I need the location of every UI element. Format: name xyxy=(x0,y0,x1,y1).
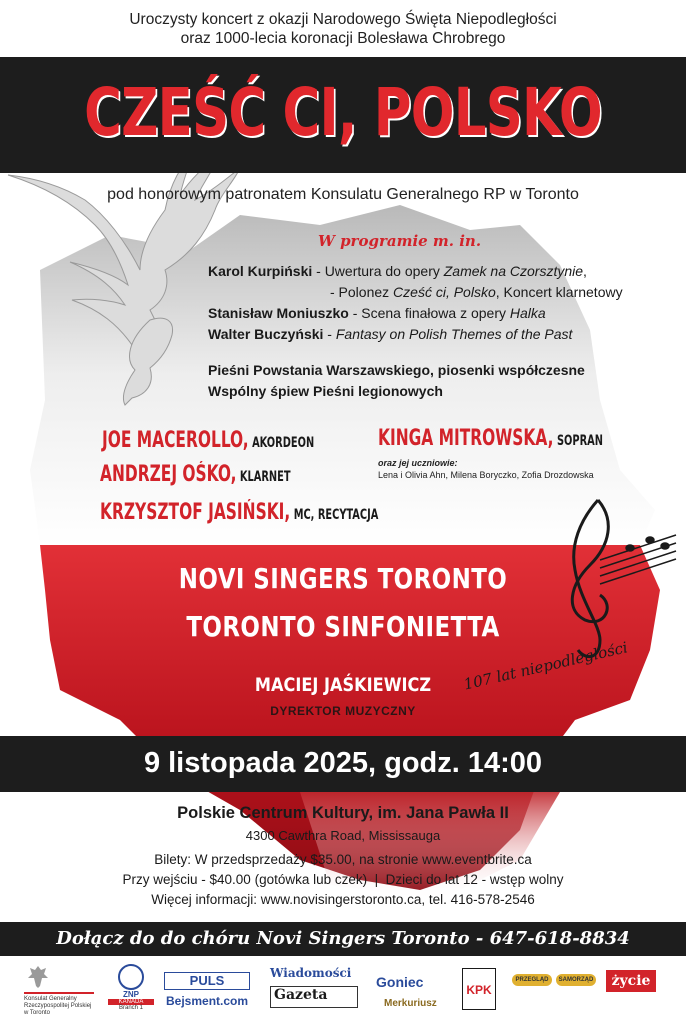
artist-kinga-mitrowska: KINGA MITROWSKA, SOPRAN xyxy=(378,426,603,451)
students-list: Lena i Olivia Ahn, Milena Boryczko, Zofia Drozdowska xyxy=(378,470,594,480)
program-item: Karol Kurpiński - Uwertura do opery Zamek na Czorsztynie, xyxy=(208,263,587,279)
przeglad-logo: PRZEGLĄD xyxy=(512,974,552,986)
intro-text xyxy=(0,10,686,48)
songs-list xyxy=(208,360,585,402)
goniec-logo: Goniec xyxy=(376,974,424,990)
znp-logo: ZNP KANADA Branch 1 xyxy=(108,964,154,1011)
concert-date: 9 listopada 2025, godz. 14:00 xyxy=(143,747,543,779)
concert-title: CZEŚĆ CI, POLSKO xyxy=(84,74,602,151)
venue-address: 4300 Cawthra Road, Mississauga xyxy=(245,828,441,843)
artist-joe-macerollo: JOE MACEROLLO, AKORDEON xyxy=(102,428,315,453)
polish-eagle-icon xyxy=(26,964,50,990)
ticket-line-2: Przy wejściu - $40.00 (gotówka lub czek) | Dzieci do lat 12 - wstęp wolny xyxy=(122,872,564,887)
ticket-line-1: Bilety: W przedsprzedaży $35.00, na stronie www.eventbrite.ca xyxy=(154,852,532,867)
songs-line-1: Pieśni Powstania Warszawskiego, piosenki współczesne xyxy=(208,362,585,378)
program-item: Stanisław Moniuszko - Scena finałowa z opery Halka xyxy=(208,305,546,321)
samorzad-logo: SAMORZĄD xyxy=(556,974,596,986)
ensemble-toronto-sinfonietta: TORONTO SINFONIETTA xyxy=(186,610,500,643)
join-choir-text: Dołącz do do chóru Novi Singers Toronto - 647-618-8834 xyxy=(56,928,630,949)
program-list xyxy=(208,261,623,345)
intro-line-2: oraz 1000-lecia koronacji Bolesława Chrobrego xyxy=(180,30,506,47)
intro-line-1: Uroczysty koncert z okazji Narodowego Święta Niepodległości xyxy=(129,11,557,28)
artist-krzysztof-jasinski: KRZYSZTOF JASIŃSKI, MC, RECYTACJA xyxy=(100,500,379,525)
kpk-logo: KPK xyxy=(462,968,496,1010)
program-item: Walter Buczyński - Fantasy on Polish Themes of the Past xyxy=(208,326,573,342)
more-info: Więcej informacji: www.novisingerstoronto.ca, tel. 416-578-2546 xyxy=(151,892,535,907)
director-name: MACIEJ JAŚKIEWICZ xyxy=(254,674,432,696)
program-item: - Polonez Cześć ci, Polsko, Koncert klarnetowy xyxy=(330,284,623,300)
ensemble-novi-singers: NOVI SINGERS TORONTO xyxy=(178,562,508,595)
gazeta-logo: Gazeta xyxy=(270,986,358,1008)
sponsor-logos xyxy=(0,960,686,1024)
artist-andrzej-osko: ANDRZEJ OŚKO, KLARNET xyxy=(100,462,291,487)
zycie-logo: życie xyxy=(606,970,656,992)
independence-years: 107 lat niepodległości xyxy=(462,638,630,694)
merkuriusz-logo: Merkuriusz xyxy=(384,998,437,1009)
wiadomosci-logo: Wiadomości xyxy=(270,966,352,980)
patronage-text: pod honorowym patronatem Konsulatu Generalnego RP w Toronto xyxy=(107,186,579,203)
director-role: DYREKTOR MUZYCZNY xyxy=(270,704,416,718)
consulate-logo: Konsulat Generalny Rzeczypospolitej Polskiej w Toronto xyxy=(24,964,104,1017)
students-heading: oraz jej uczniowie: xyxy=(378,458,458,468)
program-heading: W programie m. in. xyxy=(318,232,482,250)
bejsment-logo: Bejsment.com xyxy=(166,994,249,1008)
venue-name: Polskie Centrum Kultury, im. Jana Pawła II xyxy=(177,804,509,822)
puls-logo: PULS xyxy=(164,972,250,990)
songs-line-2: Wspólny śpiew Pieśni legionowych xyxy=(208,383,443,399)
ticket-info xyxy=(0,850,686,890)
